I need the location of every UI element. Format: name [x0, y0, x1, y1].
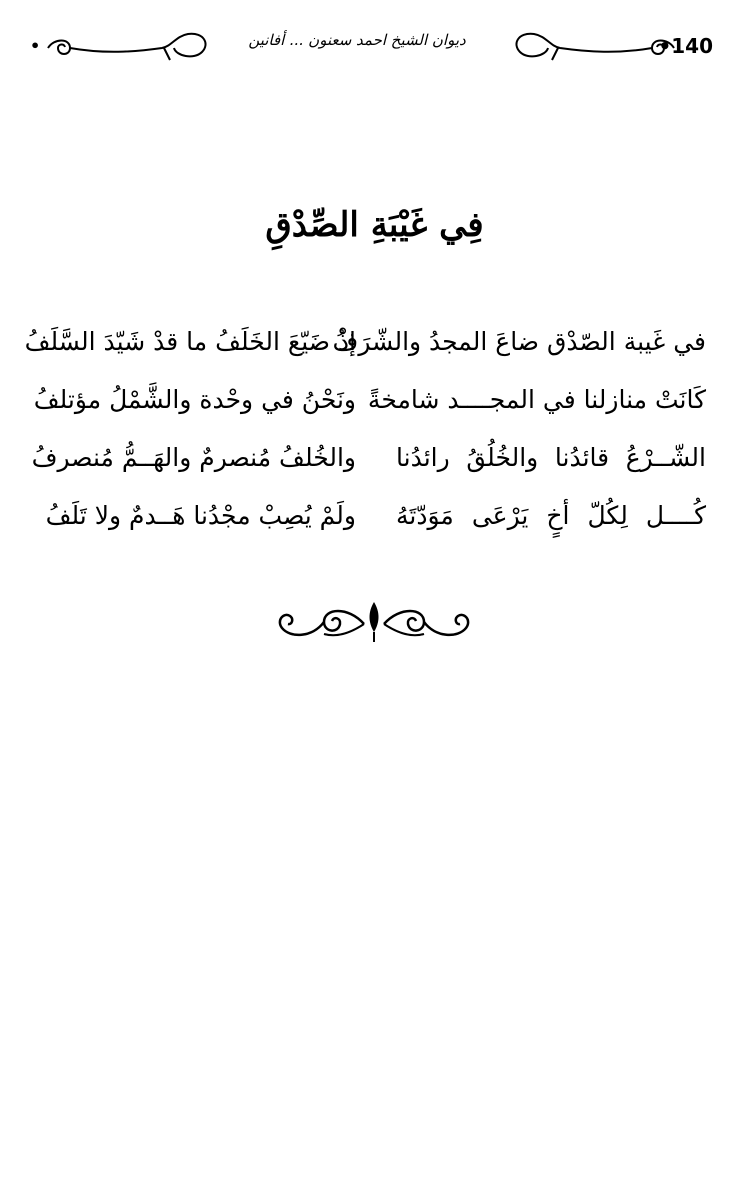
first-hemistich: الشّــرْعُ قائدُنا والخُلُقُ رائدُنا	[396, 443, 706, 472]
first-hemistich: كُــــل لِكُلّ أخٍ يَرْعَى مَوَدّتَهُ	[396, 501, 706, 530]
poem-title: فِي غَيْبَةِ الصِّدْقِ	[265, 205, 484, 245]
header-dot: •	[30, 36, 41, 55]
left-header-flourish-icon	[44, 30, 214, 66]
first-hemistich: كَانَتْ منازلنا في المجــــد شامخةً	[367, 385, 706, 414]
second-hemistich: إذْ ضَيّعَ الخَلَفُ ما قدْ شَيّدَ السَّلَفُ	[24, 327, 356, 356]
verse-line	[24, 322, 706, 380]
verse-line	[33, 380, 706, 438]
second-hemistich: ونَحْنُ في وحْدة والشَّمْلُ مؤتلفُ	[33, 385, 356, 414]
verse-line	[46, 496, 706, 554]
right-header-flourish-icon	[508, 30, 678, 66]
poem-body	[24, 322, 706, 554]
page-number: •140	[658, 34, 713, 58]
book-title	[222, 30, 492, 50]
second-hemistich: ولَمْ يُصِبْ مجْدُنا هَــدمٌ ولا تَلَفُ	[45, 501, 356, 530]
verse-line	[31, 438, 706, 496]
second-hemistich: والخُلفُ مُنصرمٌ والهَــمُّ مُنصرفُ	[31, 443, 356, 472]
decorative-ornament-icon	[268, 598, 480, 646]
first-hemistich: في غَيبة الصّدْق ضاعَ المجدُ والشّرَفُ	[332, 327, 706, 356]
page-header	[0, 28, 749, 72]
book-title-text: ديوان الشيخ احمد سعنون ... أفانين	[248, 31, 466, 49]
